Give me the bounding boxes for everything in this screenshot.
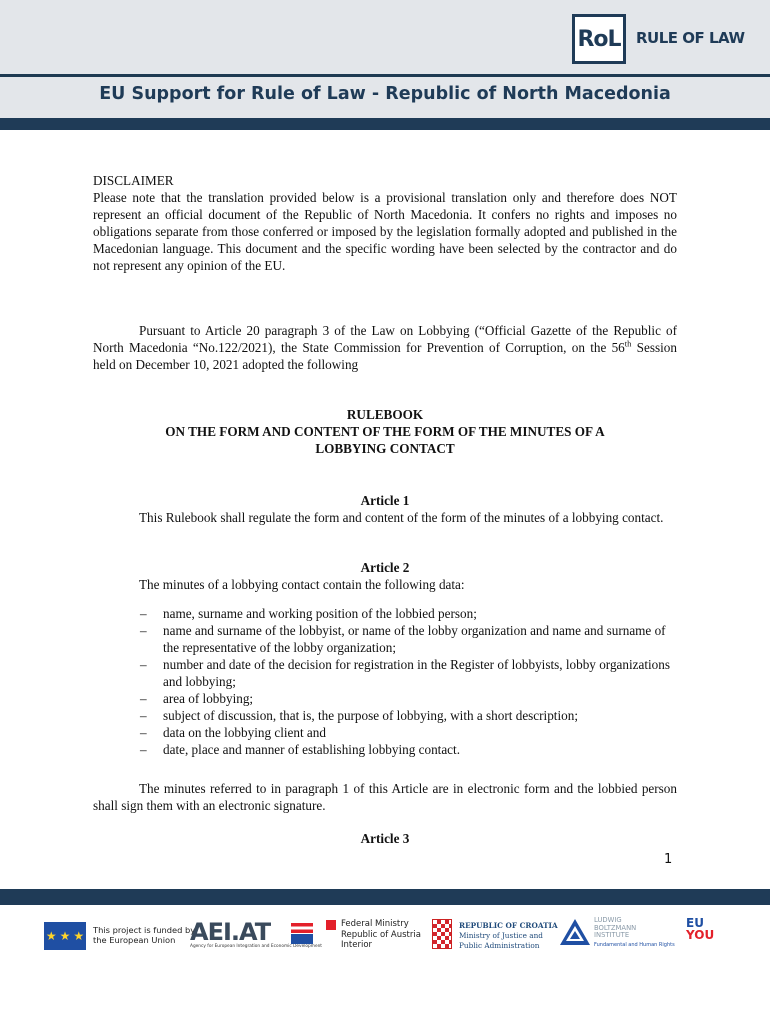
- eu-mini-flag-icon: [291, 934, 313, 944]
- euwy-line1: EU: [686, 916, 704, 930]
- header-divider: [0, 74, 770, 77]
- euwy-line2: YOU: [686, 928, 715, 942]
- article3-heading: Article 3: [360, 831, 410, 846]
- eu-funded-text: [93, 925, 195, 945]
- preamble-superscript: th: [624, 338, 632, 349]
- lbi-subtitle: Fundamental and Human Rights: [594, 942, 675, 948]
- hr-line1: REPUBLIC OF CROATIA: [459, 921, 558, 930]
- preamble-text-before: Pursuant to Article 20 paragraph 3 of the Law on Lobbying (“Official Gazette of the Republic of North Macedonia “No.122/2021), the State Commission for Prevention of Corruption, on the 56: [93, 323, 677, 355]
- lbi-logo-text: [594, 917, 636, 940]
- rulebook-title-line3: LOBBYING CONTACT: [315, 441, 455, 456]
- lbi-line2: BOLTZMANN: [594, 923, 637, 932]
- austria-ministry-logo: [341, 919, 421, 951]
- article1-text: This Rulebook shall regulate the form and content of the form of the minutes of a lobbying contact.: [139, 510, 664, 525]
- article2-list: [140, 605, 678, 758]
- hr-line3: Public Administration: [459, 941, 540, 950]
- aei-subtitle: Agency for European Integration and Economic Development: [190, 944, 322, 949]
- disclaimer-heading: DISCLAIMER: [93, 173, 174, 188]
- aei-logo: AEI.AT: [190, 918, 271, 946]
- list-item: – number and date of the decision for registration in the Register of lobbyists, lobby organizations and lobbying;: [140, 656, 678, 690]
- list-item: – data on the lobbying client and: [140, 724, 678, 741]
- page-number: 1: [664, 852, 673, 867]
- list-item: – name and surname of the lobbyist, or name of the lobby organization and name and surname of the representative of the lobby organization;: [140, 622, 678, 656]
- list-item: – area of lobbying;: [140, 690, 678, 707]
- croatia-ministry-logo: [459, 921, 558, 951]
- disclaimer-text: Please note that the translation provided below is a provisional translation only and therefore does NOT represent an official document of the Republic of North Macedonia. It confers no rights and imposes no obligations separate from those conferred or imposed by the legislation formally adopted and published in the Macedonian language. This document and the specific wording have been selected by the contractor and do not represent any opinion of the EU.: [93, 190, 677, 273]
- article2-intro: The minutes of a lobbying contact contain the following data:: [139, 577, 465, 592]
- austria-flag-icon: [291, 923, 313, 933]
- lbi-line3: INSTITUTE: [594, 931, 630, 939]
- fm-line2: Republic of Austria: [341, 929, 421, 940]
- list-item: – name, surname and working position of the lobbied person;: [140, 605, 678, 622]
- fm-line1: Federal Ministry: [341, 919, 409, 929]
- lbi-line1: LUDWIG: [594, 916, 622, 924]
- rulebook-title-line2: ON THE FORM AND CONTENT OF THE FORM OF THE MINUTES OF A: [165, 424, 605, 439]
- hr-line2: Ministry of Justice and: [459, 931, 543, 940]
- header-band: [0, 118, 770, 130]
- article2-closing: The minutes referred to in paragraph 1 of this Article are in electronic form and the lobbied person shall sign them with an electronic signature.: [93, 781, 677, 813]
- preamble: [93, 322, 677, 373]
- list-item: – subject of discussion, that is, the purpose of lobbying, with a short description;: [140, 707, 678, 724]
- article2-heading: Article 2: [360, 560, 410, 575]
- article1-heading: Article 1: [360, 493, 410, 508]
- rol-logo-mark: RoL: [572, 14, 626, 64]
- austria-ministry-icon: [326, 920, 336, 930]
- footer-band: [0, 889, 770, 905]
- preamble-text-after: Session held on December 10, 2021 adopted the following: [93, 340, 677, 372]
- rol-logo-text: RULE OF LAW: [636, 29, 745, 47]
- eu-with-you-logo: [686, 917, 714, 941]
- header-title: EU Support for Rule of Law - Republic of North Macedonia: [99, 84, 671, 104]
- fm-line3: Interior: [341, 940, 373, 950]
- croatia-coat-of-arms-icon: [432, 919, 452, 949]
- eu-funded-line1: This project is funded by: [93, 925, 196, 935]
- eu-flag-icon: ★ ★ ★: [44, 922, 86, 950]
- list-item: – date, place and manner of establishing lobbying contact.: [140, 741, 678, 758]
- rulebook-title-line1: RULEBOOK: [346, 407, 424, 422]
- eu-funded-line2: the European Union: [93, 935, 176, 945]
- lbi-logo-icon: [560, 919, 590, 945]
